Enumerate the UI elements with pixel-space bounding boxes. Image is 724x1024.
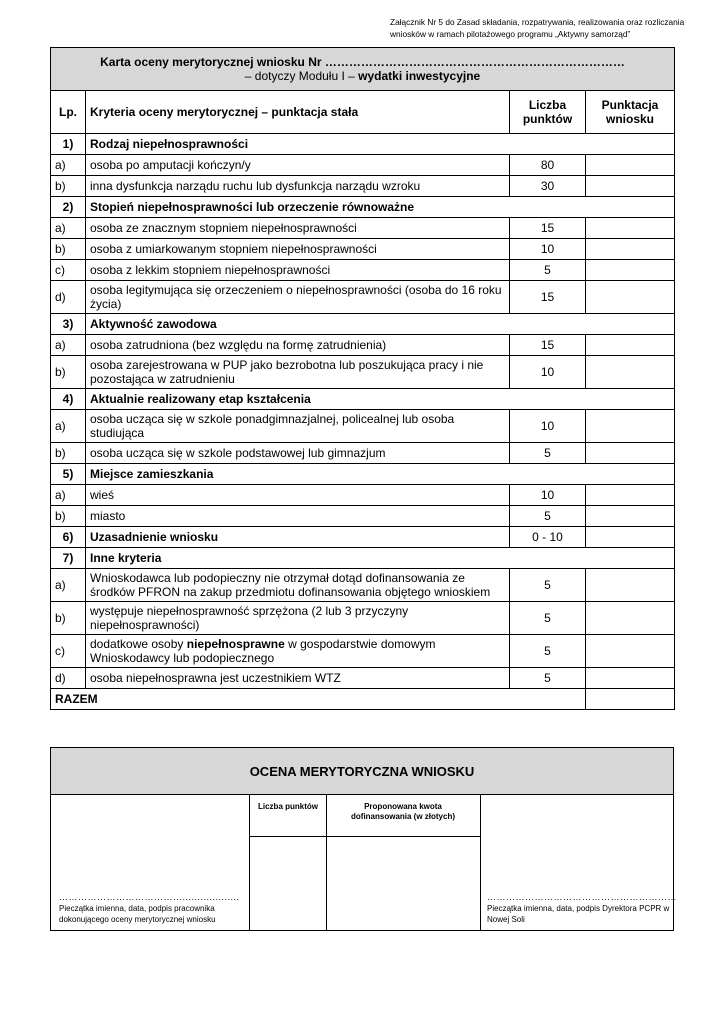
- assessment-points-label: Liczba punktów: [258, 802, 318, 811]
- criterion-text: występuje niepełnosprawność sprzężona (2 lub 3 przyczyny niepełnosprawności): [86, 602, 510, 635]
- criterion-row: [51, 635, 675, 668]
- criterion-row: [51, 176, 675, 197]
- criterion-row: [51, 260, 675, 281]
- total-row: [51, 689, 675, 710]
- criterion-points: 5: [510, 668, 586, 689]
- assessment-amount-label: Proponowana kwota dofinansowania (w złotych): [351, 802, 456, 821]
- criterion-text: wieś: [86, 485, 510, 506]
- section-row: [51, 314, 675, 335]
- criterion-points: 5: [510, 635, 586, 668]
- criterion-letter: a): [51, 155, 86, 176]
- criterion-text: osoba zatrudniona (bez względu na formę zatrudnienia): [86, 335, 510, 356]
- criterion-letter: c): [51, 260, 86, 281]
- criterion-row: [51, 443, 675, 464]
- section-title: Uzasadnienie wniosku: [86, 527, 510, 548]
- amount-input[interactable]: [327, 837, 480, 931]
- criterion-score-input[interactable]: [586, 155, 675, 176]
- criterion-points: 5: [510, 569, 586, 602]
- card-subtitle: – dotyczy Modułu I – wydatki inwestycyjne: [244, 69, 481, 83]
- points-input[interactable]: [250, 837, 326, 931]
- section-number: 5): [51, 464, 86, 485]
- criterion-points: 80: [510, 155, 586, 176]
- criterion-text: Wnioskodawca lub podopieczny nie otrzymał dotąd dofinansowania ze środków PFRON na zakup przedmiotu dofinansowania objętego wnioskiem: [86, 569, 510, 602]
- column-lp: Lp.: [51, 91, 86, 134]
- criterion-row: [51, 602, 675, 635]
- criterion-score-input[interactable]: [586, 443, 675, 464]
- criterion-letter: d): [51, 668, 86, 689]
- criterion-text: inna dysfunkcja narządu ruchu lub dysfunkcja narządu wzroku: [86, 176, 510, 197]
- column-points: Liczba punktów: [510, 91, 586, 134]
- criterion-row: [51, 155, 675, 176]
- section-title: Miejsce zamieszkania: [86, 464, 675, 485]
- criterion-letter: b): [51, 602, 86, 635]
- criterion-score-input[interactable]: [586, 260, 675, 281]
- criterion-letter: b): [51, 506, 86, 527]
- criterion-score-input[interactable]: [586, 410, 675, 443]
- criterion-points: 10: [510, 485, 586, 506]
- column-criteria: Kryteria oceny merytorycznej – punktacja stała: [86, 91, 510, 134]
- section-title: Stopień niepełnosprawności lub orzeczenie równoważne: [86, 197, 675, 218]
- criterion-points: 5: [510, 443, 586, 464]
- criterion-points: 15: [510, 218, 586, 239]
- criterion-score-input[interactable]: [586, 668, 675, 689]
- criterion-score-input[interactable]: [586, 218, 675, 239]
- section-row: [51, 134, 675, 155]
- criterion-text: osoba legitymująca się orzeczeniem o niepełnosprawności (osoba do 16 roku życia): [86, 281, 510, 314]
- left-signature: …………………………………................... Pieczątka imienna, data, podpis pracownika dokonującego oceny merytorycznej wniosku: [59, 892, 245, 925]
- criterion-letter: b): [51, 443, 86, 464]
- criterion-row: [51, 668, 675, 689]
- criterion-row: [51, 239, 675, 260]
- section-number: 6): [51, 527, 86, 548]
- assessment-criteria-table: [50, 47, 675, 710]
- criterion-row: [51, 569, 675, 602]
- assessment-title: OCENA MERYTORYCZNA WNIOSKU: [51, 748, 673, 795]
- criterion-score-input[interactable]: [586, 635, 675, 668]
- section-number: 2): [51, 197, 86, 218]
- section-title: Rodzaj niepełnosprawności: [86, 134, 675, 155]
- attachment-header: [390, 16, 720, 40]
- criterion-points: 5: [510, 260, 586, 281]
- criterion-points: 15: [510, 281, 586, 314]
- criterion-row: [51, 506, 675, 527]
- criterion-letter: d): [51, 281, 86, 314]
- criterion-row: [51, 410, 675, 443]
- criterion-letter: b): [51, 239, 86, 260]
- criterion-score-input[interactable]: [586, 527, 675, 548]
- section-row: [51, 548, 675, 569]
- criterion-points: 10: [510, 239, 586, 260]
- criterion-row: [51, 356, 675, 389]
- criterion-points: 15: [510, 335, 586, 356]
- total-score-input[interactable]: [586, 689, 675, 710]
- section-title: Aktualnie realizowany etap kształcenia: [86, 389, 675, 410]
- criterion-letter: b): [51, 176, 86, 197]
- criterion-row: [51, 218, 675, 239]
- criterion-text: osoba z lekkim stopniem niepełnosprawności: [86, 260, 510, 281]
- card-title: Karta oceny merytorycznej wniosku Nr …………………………………………………………………: [100, 55, 625, 69]
- criterion-letter: c): [51, 635, 86, 668]
- section-title: Aktywność zawodowa: [86, 314, 675, 335]
- justification-row: [51, 527, 675, 548]
- section-row: [51, 197, 675, 218]
- section-row: [51, 389, 675, 410]
- criterion-score-input[interactable]: [586, 239, 675, 260]
- criterion-points: 10: [510, 356, 586, 389]
- criterion-text: miasto: [86, 506, 510, 527]
- card-header-row: [51, 48, 675, 91]
- criterion-letter: a): [51, 569, 86, 602]
- column-score: Punktacja wniosku: [586, 91, 675, 134]
- criterion-score-input[interactable]: [586, 485, 675, 506]
- criterion-score-input[interactable]: [586, 356, 675, 389]
- criterion-score-input[interactable]: [586, 176, 675, 197]
- criterion-text: osoba z umiarkowanym stopniem niepełnosprawności: [86, 239, 510, 260]
- section-title: Inne kryteria: [86, 548, 675, 569]
- criterion-row: [51, 281, 675, 314]
- attachment-line-2: wniosków w ramach pilotażowego programu „Aktywny samorząd”: [390, 29, 631, 39]
- criterion-points: 10: [510, 410, 586, 443]
- right-signature: …………………………………………………… Pieczątka imienna, data, podpis Dyrektora PCPR w Nowej Soli: [487, 892, 677, 924]
- criterion-letter: a): [51, 410, 86, 443]
- left-signature-label: Pieczątka imienna, data, podpis pracownika dokonującego oceny merytorycznej wniosku: [59, 904, 216, 924]
- criterion-letter: a): [51, 335, 86, 356]
- criterion-text: osoba ucząca się w szkole podstawowej lub gimnazjum: [86, 443, 510, 464]
- criterion-points: 5: [510, 602, 586, 635]
- column-header-row: [51, 91, 675, 134]
- criterion-text: dodatkowe osoby niepełnosprawne w gospodarstwie domowym Wnioskodawcy lub podopiecznego: [86, 635, 510, 668]
- right-signature-label: Pieczątka imienna, data, podpis Dyrektora PCPR w Nowej Soli: [487, 904, 670, 924]
- criterion-score-input[interactable]: [586, 569, 675, 602]
- criterion-score-input[interactable]: [586, 602, 675, 635]
- criterion-points: 30: [510, 176, 586, 197]
- criterion-score-input[interactable]: [586, 335, 675, 356]
- criterion-row: [51, 335, 675, 356]
- section-number: 4): [51, 389, 86, 410]
- criterion-score-input[interactable]: [586, 506, 675, 527]
- criterion-text: osoba ucząca się w szkole ponadgimnazjalnej, policealnej lub osoba studiująca: [86, 410, 510, 443]
- criterion-letter: b): [51, 356, 86, 389]
- criterion-text: osoba zarejestrowana w PUP jako bezrobotna lub poszukująca pracy i nie pozostająca w zatrudnieniu: [86, 356, 510, 389]
- section-number: 7): [51, 548, 86, 569]
- criterion-score-input[interactable]: [586, 281, 675, 314]
- section-row: [51, 464, 675, 485]
- section-number: 3): [51, 314, 86, 335]
- criterion-row: [51, 485, 675, 506]
- criterion-letter: a): [51, 485, 86, 506]
- criterion-text: osoba ze znacznym stopniem niepełnosprawności: [86, 218, 510, 239]
- criterion-text: osoba niepełnosprawna jest uczestnikiem WTZ: [86, 668, 510, 689]
- criterion-letter: a): [51, 218, 86, 239]
- attachment-line-1: Załącznik Nr 5 do Zasad składania, rozpatrywania, realizowania oraz rozliczania: [390, 17, 685, 27]
- section-number: 1): [51, 134, 86, 155]
- assessment-summary-box: [50, 747, 677, 931]
- total-label: RAZEM: [51, 689, 586, 710]
- criterion-points: 5: [510, 506, 586, 527]
- criterion-points: 0 - 10: [510, 527, 586, 548]
- criterion-text: osoba po amputacji kończyn/y: [86, 155, 510, 176]
